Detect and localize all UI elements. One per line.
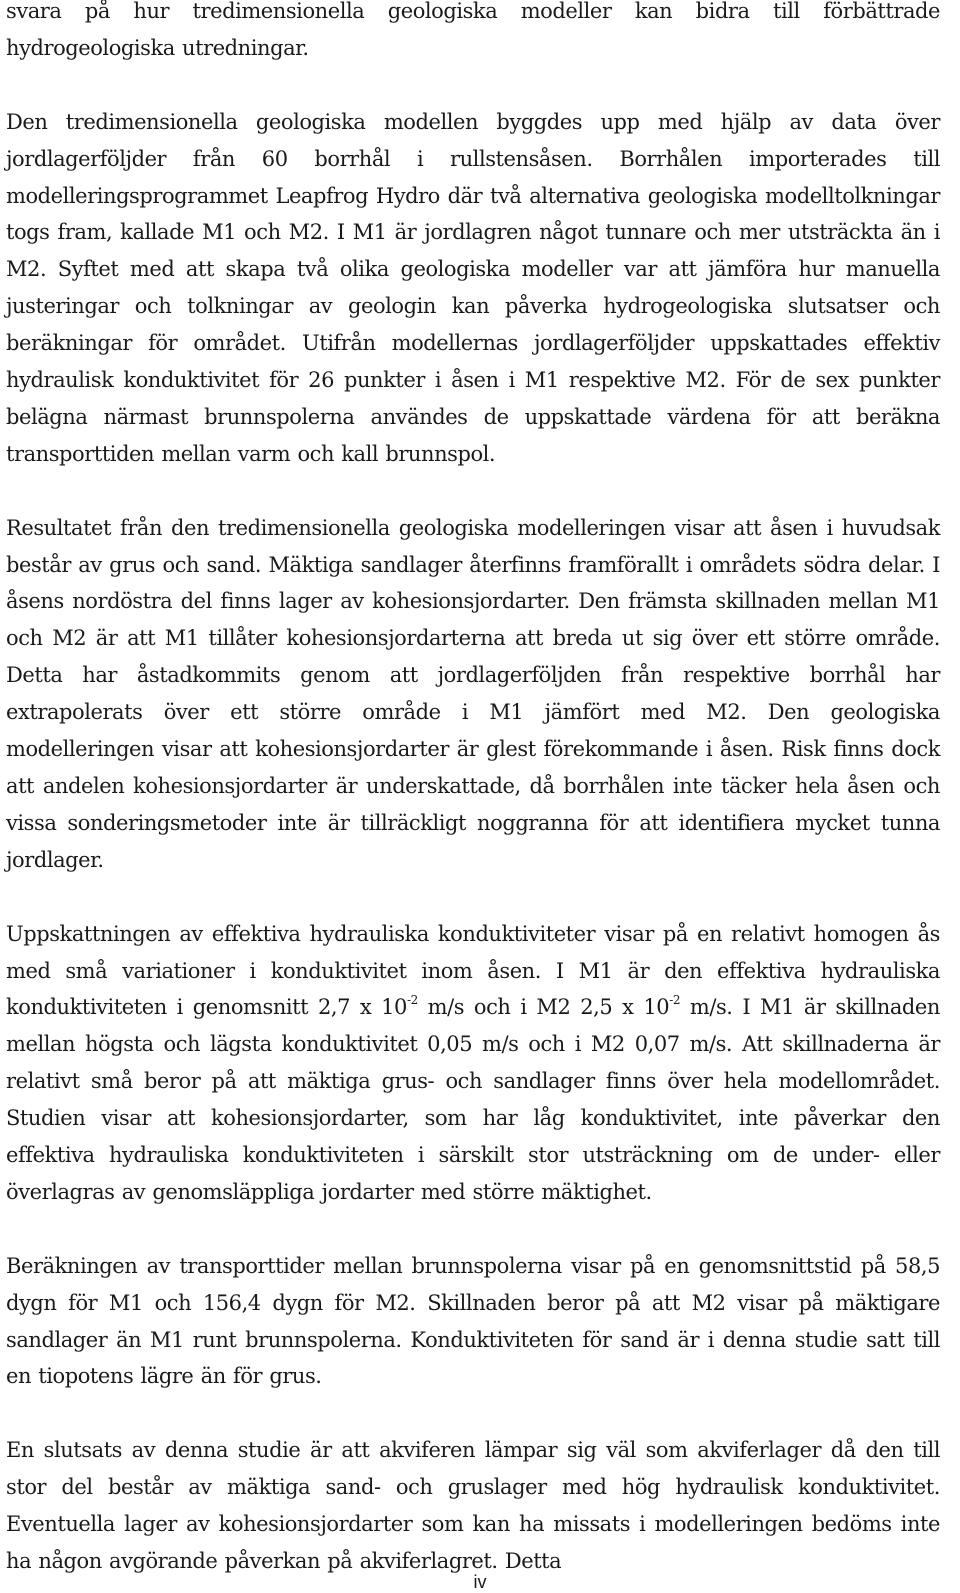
document-body <box>6 0 940 1580</box>
exponent-m2: -2 <box>669 993 681 1008</box>
paragraph-conductivity-results <box>6 916 940 1211</box>
paragraph-transport-times: Beräkningen av transporttider mellan brunnspolerna visar på en genomsnittstid på 58,5 dygn för M1 och 156,4 dygn för M2. Skillnaden beror på att M2 visar på mäktigare sandlager än M1 runt brunnspolerna. Konduktiviteten för sand är i denna studie satt till en tiopotens lägre än för grus. <box>6 1253 940 1389</box>
paragraph-methods: Den tredimensionella geologiska modellen byggdes upp med hjälp av data över jordlagerföljder från 60 borrhål i rullstensåsen. Borrhålen importerades till modelleringsprogrammet Leapfrog Hydro där två alternativa geologiska modelltolkningar togs fram, kallade M1 och M2. I M1 är jordlagren något tunnare och mer utsträckta än i M2. Syftet med att skapa två olika geologiska modeller var att jämföra hur manuella justeringar och tolkningar av geologin kan påverka hydrogeologiska slutsatser och beräkningar för området. Utifrån modellernas jordlagerföljder uppskattades effektiv hydraulisk konduktivitet för 26 punkter i åsen i M1 respektive M2. För de sex punkter belägna närmast brunnspolerna användes de uppskattade värdena för att beräkna transporttiden mellan varm och kall brunnspol. <box>6 109 940 466</box>
paragraph-geology-results: Resultatet från den tredimensionella geologiska modelleringen visar att åsen i huvudsak består av grus och sand. Mäktiga sandlager återfinns framförallt i områdets södra delar. I åsens nordöstra del finns lager av kohesionsjordarter. Den främsta skillnaden mellan M1 och M2 är att M1 tillåter kohesionsjordarterna att breda ut sig över ett större område. Detta har åstadkommits genom att jordlagerföljden från respektive borrhål har extrapolerats över ett större område i M1 jämfört med M2. Den geologiska modelleringen visar att kohesionsjordarter är glest förekommande i åsen. Risk finns dock att andelen kohesionsjordarter är underskattade, då borrhålen inte täcker hela åsen och vissa sonderingsmetoder inte är tillräckligt noggranna för att identifiera mycket tunna jordlager. <box>6 515 940 872</box>
paragraph-conclusion: En slutsats av denna studie är att akviferen lämpar sig väl som akviferlager då den till stor del består av mäktiga sand- och gruslager med hög hydraulisk konduktivitet. Eventuella lager av kohesionsjordarter som kan ha missats i modelleringen bedöms inte ha någon avgörande påverkan på akviferlagret. Detta <box>6 1438 940 1573</box>
exponent-m1: -2 <box>406 993 418 1008</box>
page-number: iv <box>473 1572 487 1592</box>
conductivity-text-1: Uppskattningen av effektiva hydrauliska konduktiviteter visar på en relativt homogen ås med små variationer i konduktivitet inom åsen. I M1 är den effektiva hydrauliska konduktiviteten i genomsnitt 2,7 x 10 <box>6 921 940 1020</box>
conductivity-text-2: m/s och i M2 2,5 x 10 <box>417 995 670 1020</box>
paragraph-intro-continuation: svara på hur tredimensionella geologiska modeller kan bidra till förbättrade hydrogeologiska utredningar. <box>6 0 940 60</box>
conductivity-text-3: m/s. I M1 är skillnaden mellan högsta och lägsta konduktivitet 0,05 m/s och i M2 0,07 m/s. Att skillnaderna är relativt små beror på att mäktiga grus- och sandlager finns över hela modellområdet. Studien visar att kohesionsjordarter, som har låg konduktivitet, inte påverkar den effektiva hydrauliska konduktiviteten i särskilt stor utsträckning om de under- eller överlagras av genomsläppliga jordarter med större mäktighet. <box>6 995 940 1204</box>
